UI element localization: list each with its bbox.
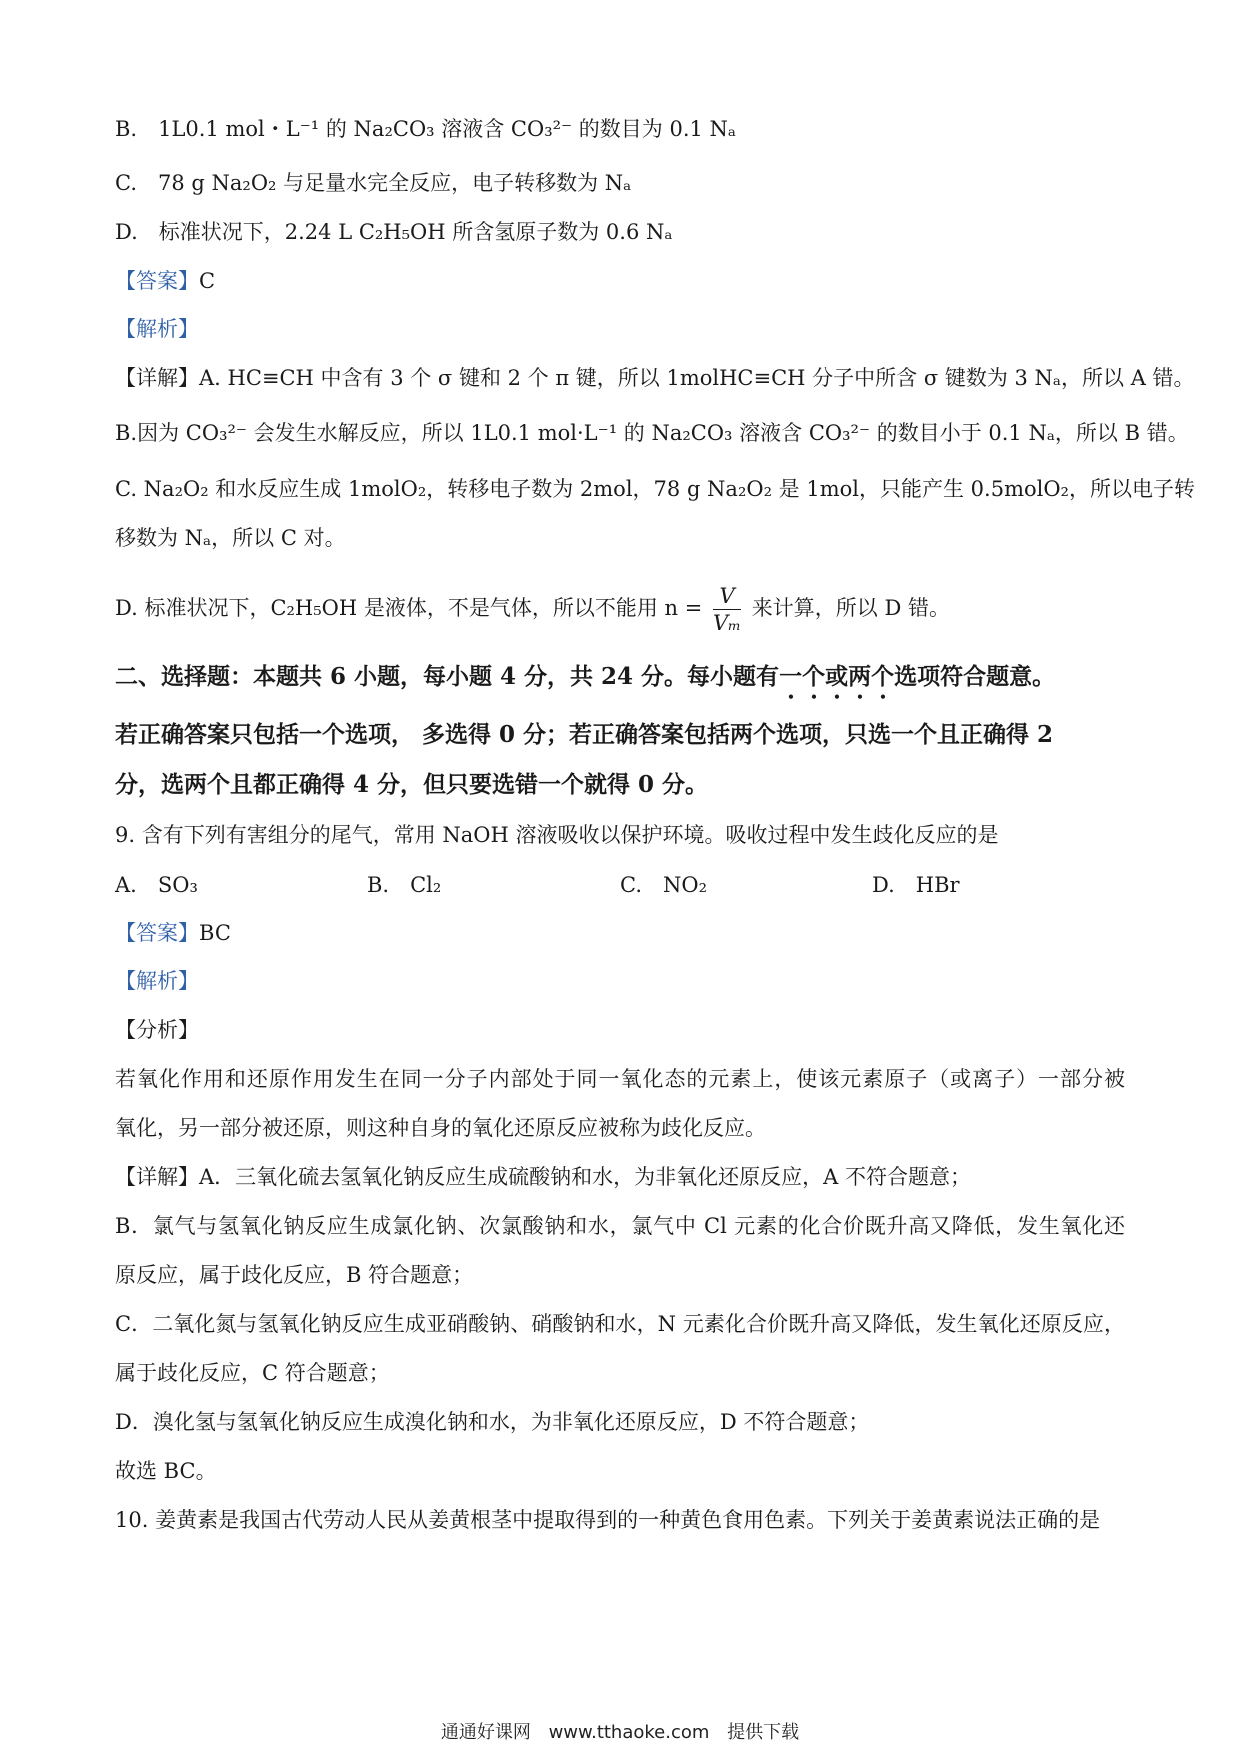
- footer-site-name: 通通好课网: [440, 1722, 531, 1743]
- prev-detail-c1: C. Na₂O₂ 和水反应生成 1molO₂，转移电子数为 2mol，78 g Na₂O₂ 是 1mol，只能产生 0.5molO₂，所以电子转: [115, 477, 1195, 501]
- prev-detail-a: A. HC≡CH 中含有 3 个 σ 键和 2 个 π 键，所以 1molHC≡CH 分子中所含 σ 键数为 3 Nₐ，所以 A 错。: [199, 366, 1195, 390]
- q9-fenxi-label: 【分析】: [115, 1018, 199, 1042]
- q9-conclusion: 故选 BC。: [115, 1459, 217, 1483]
- answer-label: 【答案】: [115, 269, 199, 293]
- q10-stem: 10. 姜黄素是我国古代劳动人民从姜黄根茎中提取得到的一种黄色食用色素。下列关于姜黄素说法正确的是: [115, 1508, 1101, 1532]
- section-heading-emphasis: 一个或两个: [779, 663, 895, 690]
- q9-detail-a: A．三氧化硫去氢氧化钠反应生成硫酸钠和水，为非氧化还原反应，A 不符合题意；: [199, 1165, 972, 1189]
- q9-detail-a-row: [115, 1162, 971, 1192]
- prev-detail-d-post: 来计算，所以 D 错。: [751, 596, 950, 620]
- section-heading-line2: 若正确答案只包括一个选项， 多选得 0 分；若正确答案包括两个选项，只选一个且正确得 2: [115, 721, 1054, 748]
- q9-stem: 9. 含有下列有害组分的尾气，常用 NaOH 溶液吸收以保护环境。吸收过程中发生歧化反应的是: [115, 823, 999, 847]
- q9-answer-value: BC: [199, 921, 231, 945]
- section-heading-c: 选项符合题意。: [894, 663, 1056, 690]
- q9-analysis-label: 【解析】: [115, 969, 199, 993]
- q9-detail-c2: 属于歧化反应，C 符合题意；: [115, 1361, 390, 1385]
- prev-detail-d-pre: D. 标准状况下，C₂H₅OH 是液体，不是气体，所以不能用 n =: [115, 596, 703, 620]
- q9-fenxi-2: 氧化，另一部分被还原，则这种自身的氧化还原反应被称为歧化反应。: [115, 1116, 766, 1140]
- footer-note: 提供下载: [727, 1722, 800, 1743]
- q9-detail-label: 【详解】: [115, 1165, 199, 1189]
- q9-option-c: C. NO₂: [620, 873, 708, 897]
- answer-value: C: [199, 269, 216, 293]
- q9-answer-row: [115, 918, 231, 948]
- prev-answer-row: [115, 266, 215, 296]
- section-heading-line1: [115, 662, 1055, 704]
- formula-fraction: [713, 583, 741, 636]
- q9-detail-b2: 原反应，属于歧化反应，B 符合题意；: [115, 1263, 474, 1287]
- q9-option-d: D. HBr: [872, 873, 960, 897]
- detail-label: 【详解】: [115, 366, 199, 390]
- q9-detail-b1: B．氯气与氢氧化钠反应生成氯化钠、次氯酸钠和水，氯气中 Cl 元素的化合价既升高又降低，发生氧化还: [115, 1214, 1125, 1238]
- prev-detail-a-row: [115, 363, 1195, 393]
- q9-detail-d: D．溴化氢与氢氧化钠反应生成溴化钠和水，为非氧化还原反应，D 不符合题意；: [115, 1410, 870, 1434]
- prev-option-c: C. 78 g Na₂O₂ 与足量水完全反应，电子转移数为 Nₐ: [115, 171, 632, 195]
- prev-detail-b: B.因为 CO₃²⁻ 会发生水解反应，所以 1L0.1 mol·L⁻¹ 的 Na₂CO₃ 溶液含 CO₃²⁻ 的数目小于 0.1 Nₐ，所以 B 错。: [115, 421, 1189, 445]
- prev-option-d: D. 标准状况下，2.24 L C₂H₅OH 所含氢原子数为 0.6 Nₐ: [115, 220, 673, 244]
- q9-fenxi-1: 若氧化作用和还原作用发生在同一分子内部处于同一氧化态的元素上，使该元素原子（或离子）一部分被: [115, 1067, 1125, 1091]
- fraction-numerator: V: [713, 583, 741, 610]
- q9-answer-label: 【答案】: [115, 921, 199, 945]
- fraction-denominator: Vₘ: [713, 611, 742, 635]
- page-footer: [0, 1718, 1240, 1744]
- section-heading-a: 二、选择题：本题共 6 小题，每小题 4 分，共 24 分。每小题有: [115, 663, 780, 690]
- prev-detail-d-row: [115, 578, 950, 638]
- footer-url[interactable]: www.tthaoke.com: [548, 1722, 710, 1743]
- prev-detail-c2: 移数为 Nₐ，所以 C 对。: [115, 526, 346, 550]
- q9-option-a: A. SO₃: [115, 873, 198, 897]
- prev-option-b: B. 1L0.1 mol・L⁻¹ 的 Na₂CO₃ 溶液含 CO₃²⁻ 的数目为 0.1 Nₐ: [115, 117, 737, 141]
- q9-detail-c1: C．二氧化氮与氢氧化钠反应生成亚硝酸钠、硝酸钠和水，N 元素化合价既升高又降低，发生氧化还原反应，: [115, 1312, 1125, 1336]
- analysis-label: 【解析】: [115, 317, 199, 341]
- section-heading-line3: 分，选两个且都正确得 4 分，但只要选错一个就得 0 分。: [115, 771, 709, 798]
- q9-option-b: B. Cl₂: [367, 873, 442, 897]
